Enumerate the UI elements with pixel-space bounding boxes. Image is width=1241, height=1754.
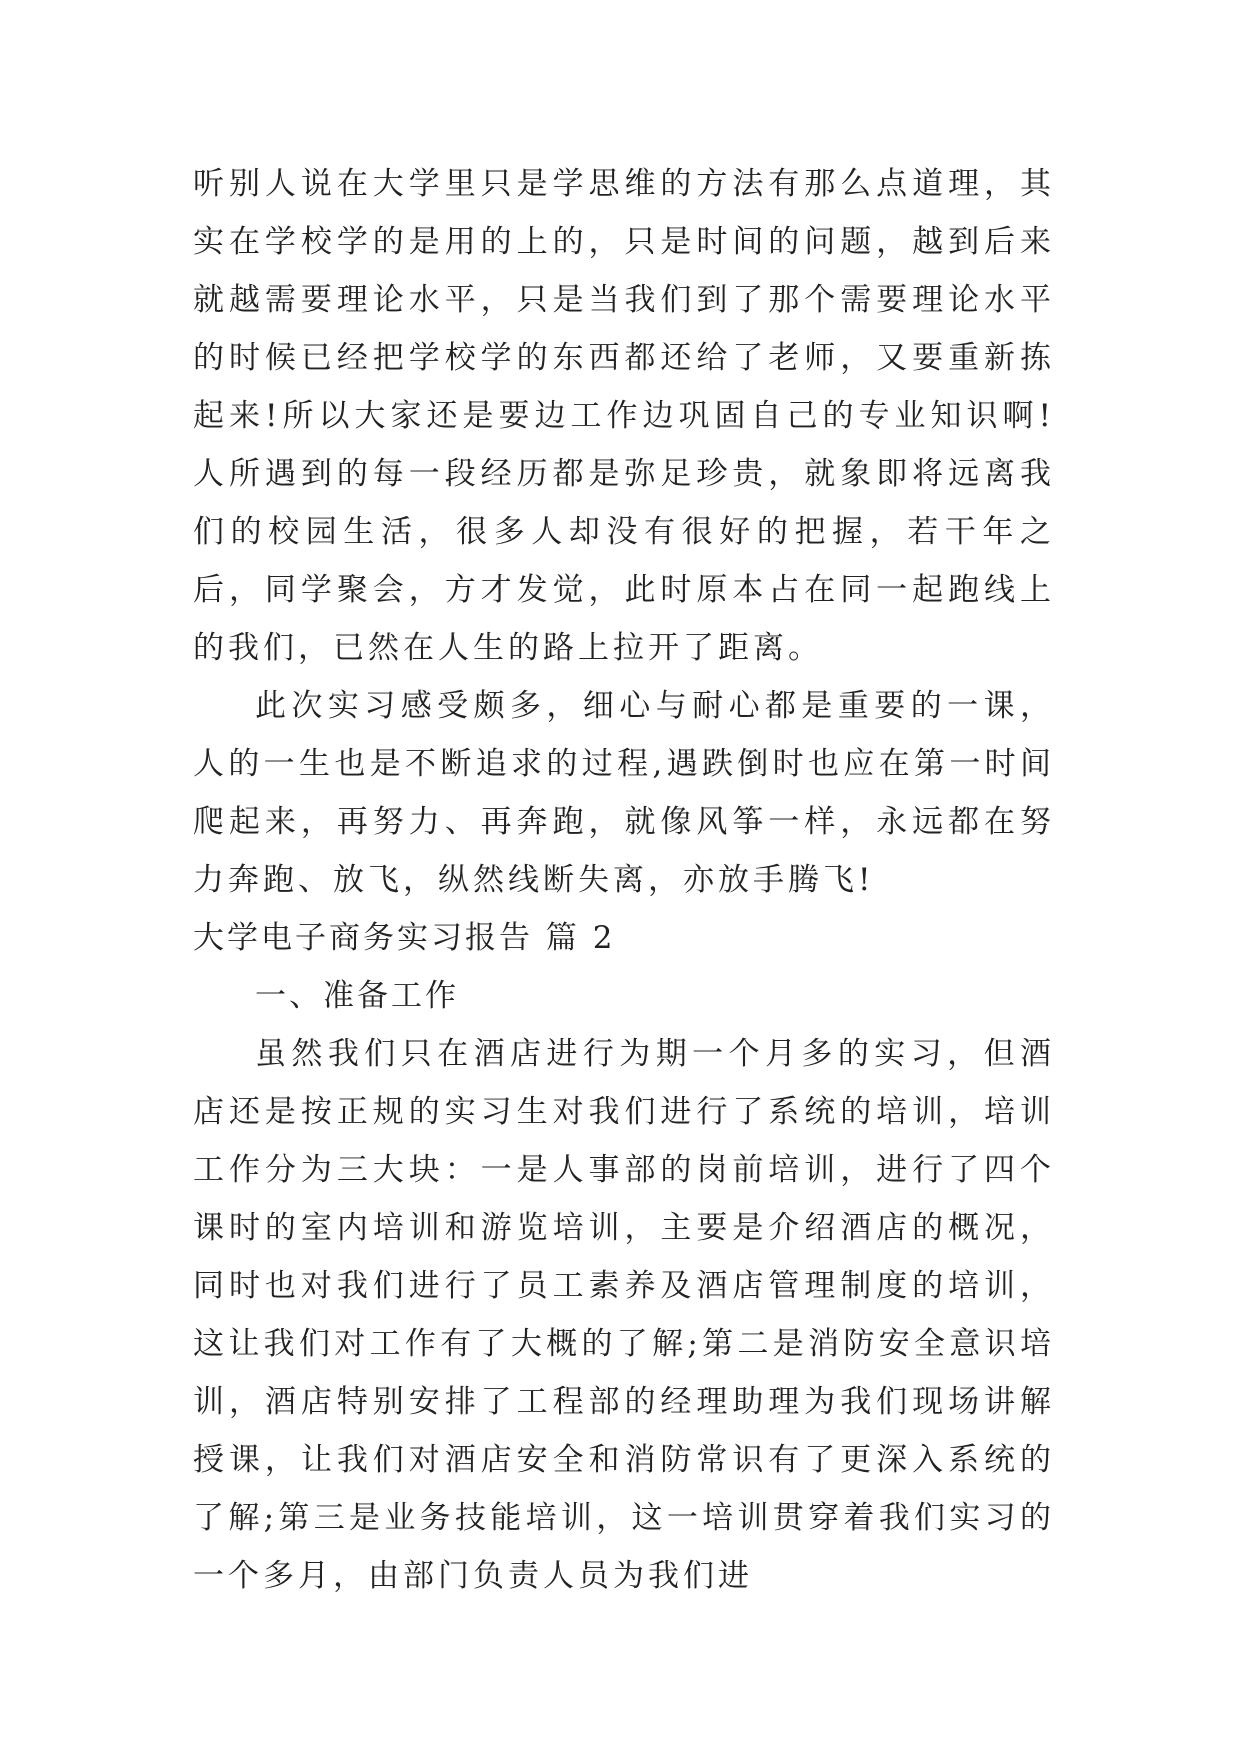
subheading: 一、准备工作 xyxy=(255,978,459,1014)
paragraph-training: 虽然我们只在酒店进行为期一个月多的实习，但酒店还是按正规的实习生对我们进行了系统的培训，培训工作分为三大块：一是人事部的岗前培训，进行了四个课时的室内培训和游览培训，主要是介绍酒店的概况，同时也对我们进行了员工素养及酒店管理制度的培训，这让我们对工作有了大概的了解;第二是消防安全意识培训，酒店特别安排了工程部的经理助理为我们现场讲解授课，让我们对酒店安全和消防常识有了更深入系统的了解;第三是业务技能培训，这一培训贯穿着我们实习的一个多月，由部门负责人员为我们进 xyxy=(193,1036,1055,1594)
section-title: 大学电子商务实习报告 篇 2 xyxy=(193,920,616,956)
document-body xyxy=(193,155,1055,1605)
paragraph-conclusion: 此次实习感受颇多，细心与耐心都是重要的一课，人的一生也是不断追求的过程,遇跌倒时也应在第一时间爬起来，再努力、再奔跑，就像风筝一样，永远都在努力奔跑、放飞，纵然线断失离，亦放手腾飞! xyxy=(193,688,1055,898)
paragraph-continuation: 听别人说在大学里只是学思维的方法有那么点道理，其实在学校学的是用的上的，只是时间的问题，越到后来就越需要理论水平，只是当我们到了那个需要理论水平的时候已经把学校学的东西都还给了老师，又要重新拣起来!所以大家还是要边工作边巩固自己的专业知识啊!人所遇到的每一段经历都是弥足珍贵，就象即将远离我们的校园生活，很多人却没有很好的把握，若干年之后，同学聚会，方才发觉，此时原本占在同一起跑线上的我们，已然在人生的路上拉开了距离。 xyxy=(193,166,1055,666)
